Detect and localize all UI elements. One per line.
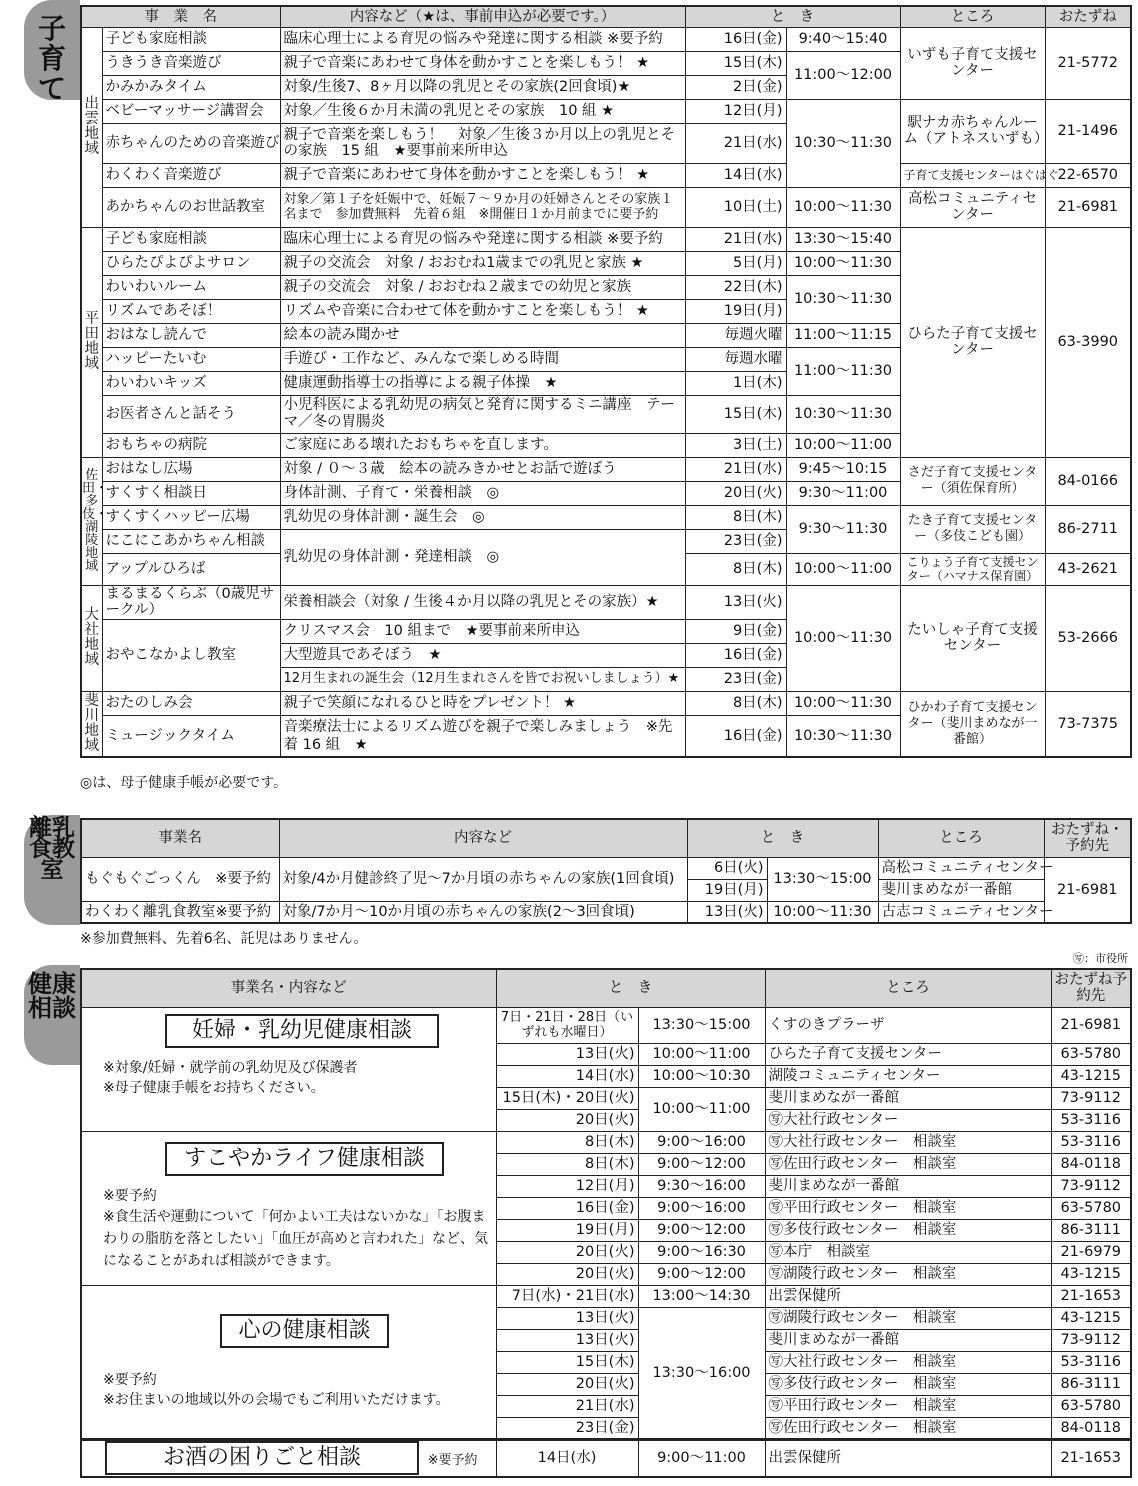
rinyu-content: 対象/7か月～10か月頃の赤ちゃんの家族(2～3回食頃) (279, 901, 687, 923)
event-date: 16日(金) (685, 643, 786, 667)
event-date: 15日(木) (685, 51, 786, 75)
kenko-tel: 86-3111 (1051, 1373, 1131, 1395)
event-date: 12日(月) (685, 99, 786, 123)
header-where: ところ (878, 819, 1044, 857)
kenko-time: 13:30～16:00 (638, 1307, 765, 1439)
osake-title: お酒の困りごと相談 (105, 1441, 419, 1475)
event-time: 11:00～12:00 (786, 51, 900, 99)
kenko-time: 9:00～12:00 (638, 1153, 765, 1175)
event-place: いずも子育て支援センター (900, 27, 1045, 99)
kenko-tel: 73-9112 (1051, 1175, 1131, 1197)
kenko-tel: 63-5780 (1051, 1395, 1131, 1417)
kenko-date: 7日(水)・21日(水) (496, 1285, 638, 1307)
event-date: 9日(金) (685, 619, 786, 643)
area-izumo: 出雲地域 (81, 27, 102, 227)
kenko-date: 20日(火) (496, 1109, 638, 1131)
event-time: 9:40～15:40 (786, 27, 900, 51)
sukoyaka-cell (81, 1131, 496, 1285)
event-name: にこにこあかちゃん相談 (102, 529, 280, 553)
kenko-tel: 21-6981 (1051, 1007, 1131, 1043)
event-name: お医者さんと話そう (102, 395, 280, 433)
event-content: 身体計測、子育て・栄養相談 ◎ (280, 481, 685, 505)
event-time: 9:30～11:30 (786, 505, 900, 553)
event-content: 絵本の読み聞かせ (280, 323, 685, 347)
kenko-tel: 73-9112 (1051, 1329, 1131, 1351)
event-tel: 22-6570 (1045, 163, 1131, 187)
kenko-tel: 84-0118 (1051, 1417, 1131, 1439)
kokoro-desc1: ※要予約 (103, 1371, 157, 1388)
area-taisha: 大社地域 (81, 585, 102, 691)
event-name: おはなし読んで (102, 323, 280, 347)
kenko-time: 9:00～16:00 (638, 1197, 765, 1219)
event-content: 臨床心理士による育児の悩みや発達に関する相談 ※要予約 (280, 227, 685, 251)
event-name: おはなし広場 (102, 457, 280, 481)
kenko-tel: 21-6979 (1051, 1241, 1131, 1263)
event-time: 11:00～11:30 (786, 347, 900, 395)
event-place: さだ子育て支援センター（須佐保育所） (900, 457, 1045, 505)
header-when: と き (496, 969, 765, 1007)
header-content: 内容など（★は、事前申込が必要です。） (280, 6, 685, 27)
event-date: 20日(火) (685, 481, 786, 505)
event-tel: 21-6981 (1045, 187, 1131, 227)
event-time: 10:30～11:30 (786, 99, 900, 187)
rinyu-date: 6日(火) (687, 857, 767, 879)
sukoyaka-title: すこやかライフ健康相談 (165, 1142, 444, 1176)
area-hikawa: 斐川地域 (81, 691, 102, 757)
kenko-tel: 53-3116 (1051, 1109, 1131, 1131)
header-name: 事業名・内容など (81, 969, 496, 1007)
kenko-date: 20日(火) (496, 1373, 638, 1395)
area-sada: 佐田・多伎・湖陵地域 (81, 457, 102, 585)
event-name: すくすく相談日 (102, 481, 280, 505)
event-date: 22日(木) (685, 275, 786, 299)
event-name: 子ども家庭相談 (102, 27, 280, 51)
event-tel: 21-1496 (1045, 99, 1131, 163)
event-date: 23日(金) (685, 667, 786, 691)
kenko-tel: 21-1653 (1051, 1439, 1131, 1477)
event-place: ひらた子育て支援センター (900, 227, 1045, 457)
event-content: 親子で音楽にあわせて身体を動かすことを楽しもう！ ★ (280, 163, 685, 187)
event-tel: 21-5772 (1045, 27, 1131, 99)
kenko-date: 8日(木) (496, 1153, 638, 1175)
kosodate-table (80, 5, 1132, 758)
event-date: 21日(水) (685, 227, 786, 251)
kenko-time: 10:00～11:00 (638, 1043, 765, 1065)
event-name: わいわいキッズ (102, 371, 280, 395)
event-date: 21日(水) (685, 123, 786, 163)
event-time: 9:30～11:00 (786, 481, 900, 505)
event-date: 10日(土) (685, 187, 786, 227)
event-date: 8日(木) (685, 505, 786, 529)
event-date: 1日(木) (685, 371, 786, 395)
kenko-date: 15日(木) (496, 1351, 638, 1373)
kokoro-desc2: ※お住まいの地域以外の会場でもご利用いただけます。 (103, 1391, 450, 1408)
event-time: 10:30～11:30 (786, 395, 900, 433)
header-contact: おたずね・予約先 (1044, 819, 1131, 857)
rinyu-place: 斐川まめなが一番館 (878, 879, 1044, 901)
ninpu-cell (81, 1007, 496, 1131)
kenko-time: 9:00～16:30 (638, 1241, 765, 1263)
event-date: 2日(金) (685, 75, 786, 99)
event-place: たいしゃ子育て支援センター (900, 585, 1045, 691)
kenko-date: 16日(金) (496, 1197, 638, 1219)
event-content: 親子で音楽にあわせて身体を動かすことを楽しもう！ ★ (280, 51, 685, 75)
event-time: 13:30～15:40 (786, 227, 900, 251)
event-name: 赤ちゃんのための音楽遊び (102, 123, 280, 163)
kenko-date: 19日(月) (496, 1219, 638, 1241)
event-place: 駅ナカ赤ちゃんルーム（アトネスいずも） (900, 99, 1045, 163)
ninpu-desc2: ※母子健康手帳をお持ちください。 (103, 1079, 325, 1096)
kosodate-note: ◎は、母子健康手帳が必要です。 (80, 775, 288, 791)
kenko-tel: 43-1215 (1051, 1065, 1131, 1087)
event-date: 16日(金) (685, 715, 786, 757)
kenko-table (80, 968, 1132, 1478)
event-name: ハッピーたいむ (102, 347, 280, 371)
event-date: 23日(金) (685, 529, 786, 553)
kenko-place: ㊢湖陵行政センター 相談室 (765, 1307, 1051, 1329)
kenko-tel: 43-1215 (1051, 1307, 1131, 1329)
event-date: 16日(金) (685, 27, 786, 51)
kenko-place: ㊢本庁 相談室 (765, 1241, 1051, 1263)
rinyu-time: 10:00～11:30 (767, 901, 878, 923)
rinyu-content: 対象/4か月健診終了児～7か月頃の赤ちゃんの家族(1回食頃) (279, 857, 687, 901)
event-content: 健康運動指導士の指導による親子体操 ★ (280, 371, 685, 395)
kenko-place: 斐川まめなが一番館 (765, 1175, 1051, 1197)
header-where: ところ (900, 6, 1045, 27)
event-time: 9:45～10:15 (786, 457, 900, 481)
osake-cell (81, 1439, 496, 1477)
kenko-tel: 86-3111 (1051, 1219, 1131, 1241)
event-date: 14日(水) (685, 163, 786, 187)
kenko-place: 出雲保健所 (765, 1285, 1051, 1307)
event-time: 10:00～11:30 (786, 251, 900, 275)
kenko-date: 7日・21日・28日（いずれも水曜日） (496, 1007, 638, 1043)
kenko-place: ㊢多伎行政センター 相談室 (765, 1373, 1051, 1395)
kenko-tel: 73-9112 (1051, 1087, 1131, 1109)
event-name: まるまるくらぶ（0歳児サークル） (102, 585, 280, 619)
rinyu-name: もぐもぐごっくん ※要予約 (81, 857, 279, 901)
event-tel: 73-7375 (1045, 691, 1131, 757)
event-content: 親子の交流会 対象 / おおむね1歳までの乳児と家族 ★ (280, 251, 685, 275)
event-content: リズムや音楽に合わせて体を動かすことを楽しもう！ ★ (280, 299, 685, 323)
rinyu-date: 13日(火) (687, 901, 767, 923)
kenko-place: ㊢大社行政センター (765, 1109, 1051, 1131)
kenko-place: 斐川まめなが一番館 (765, 1087, 1051, 1109)
event-date: 3日(土) (685, 433, 786, 457)
event-tel: 63-3990 (1045, 227, 1131, 457)
event-date: 8日(木) (685, 691, 786, 715)
kokoro-cell (81, 1285, 496, 1439)
kenko-tel: 84-0118 (1051, 1153, 1131, 1175)
event-date: 5日(月) (685, 251, 786, 275)
kenko-date: 23日(金) (496, 1417, 638, 1439)
event-name: かみかみタイム (102, 75, 280, 99)
event-place: たき子育て支援センター（多伎こども園） (900, 505, 1045, 553)
osake-note: ※要予約 (427, 1453, 478, 1469)
kenko-tel: 43-1215 (1051, 1263, 1131, 1285)
kenko-time: 9:00～11:00 (638, 1439, 765, 1477)
event-content: 対象/生後7、8ヶ月以降の乳児とその家族(2回食頃)★ (280, 75, 685, 99)
header-content: 内容など (279, 819, 687, 857)
kenko-date: 20日(火) (496, 1263, 638, 1285)
event-name: アップルひろば (102, 553, 280, 585)
event-content: 対象／生後６か月未満の乳児とその家族 10 組 ★ (280, 99, 685, 123)
event-time: 10:00～11:30 (786, 187, 900, 227)
rinyu-name: わくわく離乳食教室※要予約 (81, 901, 279, 923)
kenko-date: 13日(火) (496, 1043, 638, 1065)
event-name: あかちゃんのお世話教室 (102, 187, 280, 227)
kenko-time: 9:30～16:00 (638, 1175, 765, 1197)
event-time: 10:00～11:30 (786, 585, 900, 691)
kenko-time: 9:00～16:00 (638, 1131, 765, 1153)
kenko-time: 13:30～15:00 (638, 1007, 765, 1043)
event-tel: 84-0166 (1045, 457, 1131, 505)
event-place: 子育て支援センターはぐはぐ (900, 163, 1045, 187)
kenko-date: 15日(木)・20日(火) (496, 1087, 638, 1109)
event-date: 毎週火曜 (685, 323, 786, 347)
event-name: おやこなかよし教室 (102, 619, 280, 691)
event-content: 親子の交流会 対象 / おおむね２歳までの幼児と家族 (280, 275, 685, 299)
kenko-tel: 63-5780 (1051, 1197, 1131, 1219)
event-date: 21日(水) (685, 457, 786, 481)
event-content: 音楽療法士によるリズム遊びを親子で楽しみましょう ※先着 16 組 ★ (280, 715, 685, 757)
event-time: 10:00～11:30 (786, 691, 900, 715)
event-content: 親子で音楽を楽しもう！ 対象／生後３か月以上の乳児とその家族 15 組 ★要事前来所申込 (280, 123, 685, 163)
rinyu-tel: 21-6981 (1044, 857, 1131, 923)
kenko-place: ㊢佐田行政センター 相談室 (765, 1153, 1051, 1175)
event-time: 10:00～11:00 (786, 553, 900, 585)
event-content: 親子で笑顔になれるひと時をプレゼント！ ★ (280, 691, 685, 715)
kenko-date: 14日(水) (496, 1439, 638, 1477)
event-time: 11:00～11:15 (786, 323, 900, 347)
event-content: 大型遊具であそぼう ★ (280, 643, 685, 667)
section-title-kenko: 健康相談 (28, 970, 76, 1022)
header-contact: おたずね予約先 (1051, 969, 1131, 1007)
event-place: 高松コミュニティセンター (900, 187, 1045, 227)
section-title-rinyu: 離乳食教室 (29, 815, 75, 883)
kenko-date: 21日(水) (496, 1395, 638, 1417)
event-time: 10:30～11:30 (786, 275, 900, 323)
rinyu-date: 19日(月) (687, 879, 767, 901)
event-place: こりょう子育て支援センター（ハマナス保育園） (900, 553, 1045, 585)
kenko-place: 出雲保健所 (765, 1439, 1051, 1477)
event-name: わくわく音楽遊び (102, 163, 280, 187)
kenko-tel: 21-1653 (1051, 1285, 1131, 1307)
kenko-time: 10:00～10:30 (638, 1065, 765, 1087)
event-name: すくすくハッピー広場 (102, 505, 280, 529)
rinyu-note: ※参加費無料、先着6名、託児はありません。 (80, 931, 368, 947)
ninpu-desc1: ※対象/妊婦・就学前の乳幼児及び保護者 (103, 1059, 358, 1076)
section-title-kosodate: 子育て (37, 12, 66, 105)
event-time: 10:00～11:00 (786, 433, 900, 457)
kenko-time: 13:00～14:30 (638, 1285, 765, 1307)
kenko-place: ㊢大社行政センター 相談室 (765, 1351, 1051, 1373)
header-name: 事業名 (81, 819, 279, 857)
kenko-date: 12日(月) (496, 1175, 638, 1197)
event-name: わいわいルーム (102, 275, 280, 299)
header-name: 事 業 名 (81, 6, 280, 27)
kenko-time: 10:00～11:00 (638, 1087, 765, 1131)
kenko-tel: 53-3116 (1051, 1131, 1131, 1153)
kenko-tel: 53-3116 (1051, 1351, 1131, 1373)
kenko-date: 13日(火) (496, 1329, 638, 1351)
event-name: おたのしみ会 (102, 691, 280, 715)
kenko-place: ㊢佐田行政センター 相談室 (765, 1417, 1051, 1439)
event-name: 子ども家庭相談 (102, 227, 280, 251)
kenko-date: 8日(木) (496, 1131, 638, 1153)
event-name: ベビーマッサージ講習会 (102, 99, 280, 123)
header-where: ところ (765, 969, 1051, 1007)
header-contact: おたずね (1045, 6, 1131, 27)
header-when: と き (687, 819, 878, 857)
header-when: と き (685, 6, 900, 27)
event-date: 13日(火) (685, 585, 786, 619)
rinyu-table (80, 818, 1132, 924)
kenko-tel: 63-5780 (1051, 1043, 1131, 1065)
event-date: 8日(木) (685, 553, 786, 585)
event-content: 手遊び・工作など、みんなで楽しめる時間 (280, 347, 685, 371)
rinyu-time: 13:30～15:00 (767, 857, 878, 901)
event-date: 19日(月) (685, 299, 786, 323)
kenko-place: ひらた子育て支援センター (765, 1043, 1051, 1065)
kenko-place: くすのきプラーザ (765, 1007, 1051, 1043)
kenko-place: ㊢平田行政センター 相談室 (765, 1395, 1051, 1417)
kenko-time: 9:00～12:00 (638, 1263, 765, 1285)
kenko-place: ㊢大社行政センター 相談室 (765, 1131, 1051, 1153)
event-tel: 86-2711 (1045, 505, 1131, 553)
kenko-time: 9:00～12:00 (638, 1219, 765, 1241)
event-content: 乳幼児の身体計測・発達相談 ◎ (280, 529, 685, 585)
sukoyaka-desc2: ※食生活や運動について「何かよい工夫はないかな」「お腹まわりの脂肪を落としたい」「血圧が高めと言われた」など、気になることがあれば相談ができます。 (103, 1208, 488, 1269)
kenko-place: ㊢湖陵行政センター 相談室 (765, 1263, 1051, 1285)
sukoyaka-desc1: ※要予約 (103, 1187, 157, 1204)
kenko-date: 20日(火) (496, 1241, 638, 1263)
event-date: 毎週水曜 (685, 347, 786, 371)
event-content: 臨床心理士による育児の悩みや発達に関する相談 ※要予約 (280, 27, 685, 51)
event-name: リズムであそぼ！ (102, 299, 280, 323)
event-content: 対象／第１子を妊娠中で、妊娠７～９か月の妊婦さんとその家族１名まで 参加費無料 先着６組 ※開催日１か月前までに要予約 (280, 187, 685, 227)
event-tel: 53-2666 (1045, 585, 1131, 691)
event-name: ひらたぴよぴよサロン (102, 251, 280, 275)
kokoro-title: 心の健康相談 (220, 1314, 389, 1348)
ninpu-title: 妊婦・乳幼児健康相談 (165, 1014, 439, 1048)
shi-note: ㊢：市役所 (1073, 952, 1128, 965)
rinyu-place: 古志コミュニティセンター (878, 901, 1044, 923)
event-time: 10:30～11:30 (786, 715, 900, 757)
event-content: 乳幼児の身体計測・誕生会 ◎ (280, 505, 685, 529)
area-hirata: 平田地域 (81, 227, 102, 457)
rinyu-place: 高松コミュニティセンター (878, 857, 1044, 879)
event-name: ミュージックタイム (102, 715, 280, 757)
kenko-place: ㊢多伎行政センター 相談室 (765, 1219, 1051, 1241)
event-date: 15日(木) (685, 395, 786, 433)
event-tel: 43-2621 (1045, 553, 1131, 585)
event-content: 12月生まれの誕生会（12月生まれさんを皆でお祝いしましょう）★ (280, 667, 685, 691)
event-content: 栄養相談会（対象 / 生後４か月以降の乳児とその家族）★ (280, 585, 685, 619)
kenko-place: ㊢平田行政センター 相談室 (765, 1197, 1051, 1219)
kenko-date: 14日(水) (496, 1065, 638, 1087)
event-content: 対象 / ０～３歳 絵本の読みきかせとお話で遊ぼう (280, 457, 685, 481)
event-place: ひかわ子育て支援センター（斐川まめなが一番館） (900, 691, 1045, 757)
event-name: うきうき音楽遊び (102, 51, 280, 75)
event-content: 小児科医による乳幼児の病気と発育に関するミニ講座 テーマ／冬の胃腸炎 (280, 395, 685, 433)
kenko-place: 湖陵コミュニティセンター (765, 1065, 1051, 1087)
event-content: ご家庭にある壊れたおもちゃを直します。 (280, 433, 685, 457)
kenko-place: 斐川まめなが一番館 (765, 1329, 1051, 1351)
event-name: おもちゃの病院 (102, 433, 280, 457)
kenko-date: 13日(火) (496, 1307, 638, 1329)
event-content: クリスマス会 10 組まで ★要事前来所申込 (280, 619, 685, 643)
